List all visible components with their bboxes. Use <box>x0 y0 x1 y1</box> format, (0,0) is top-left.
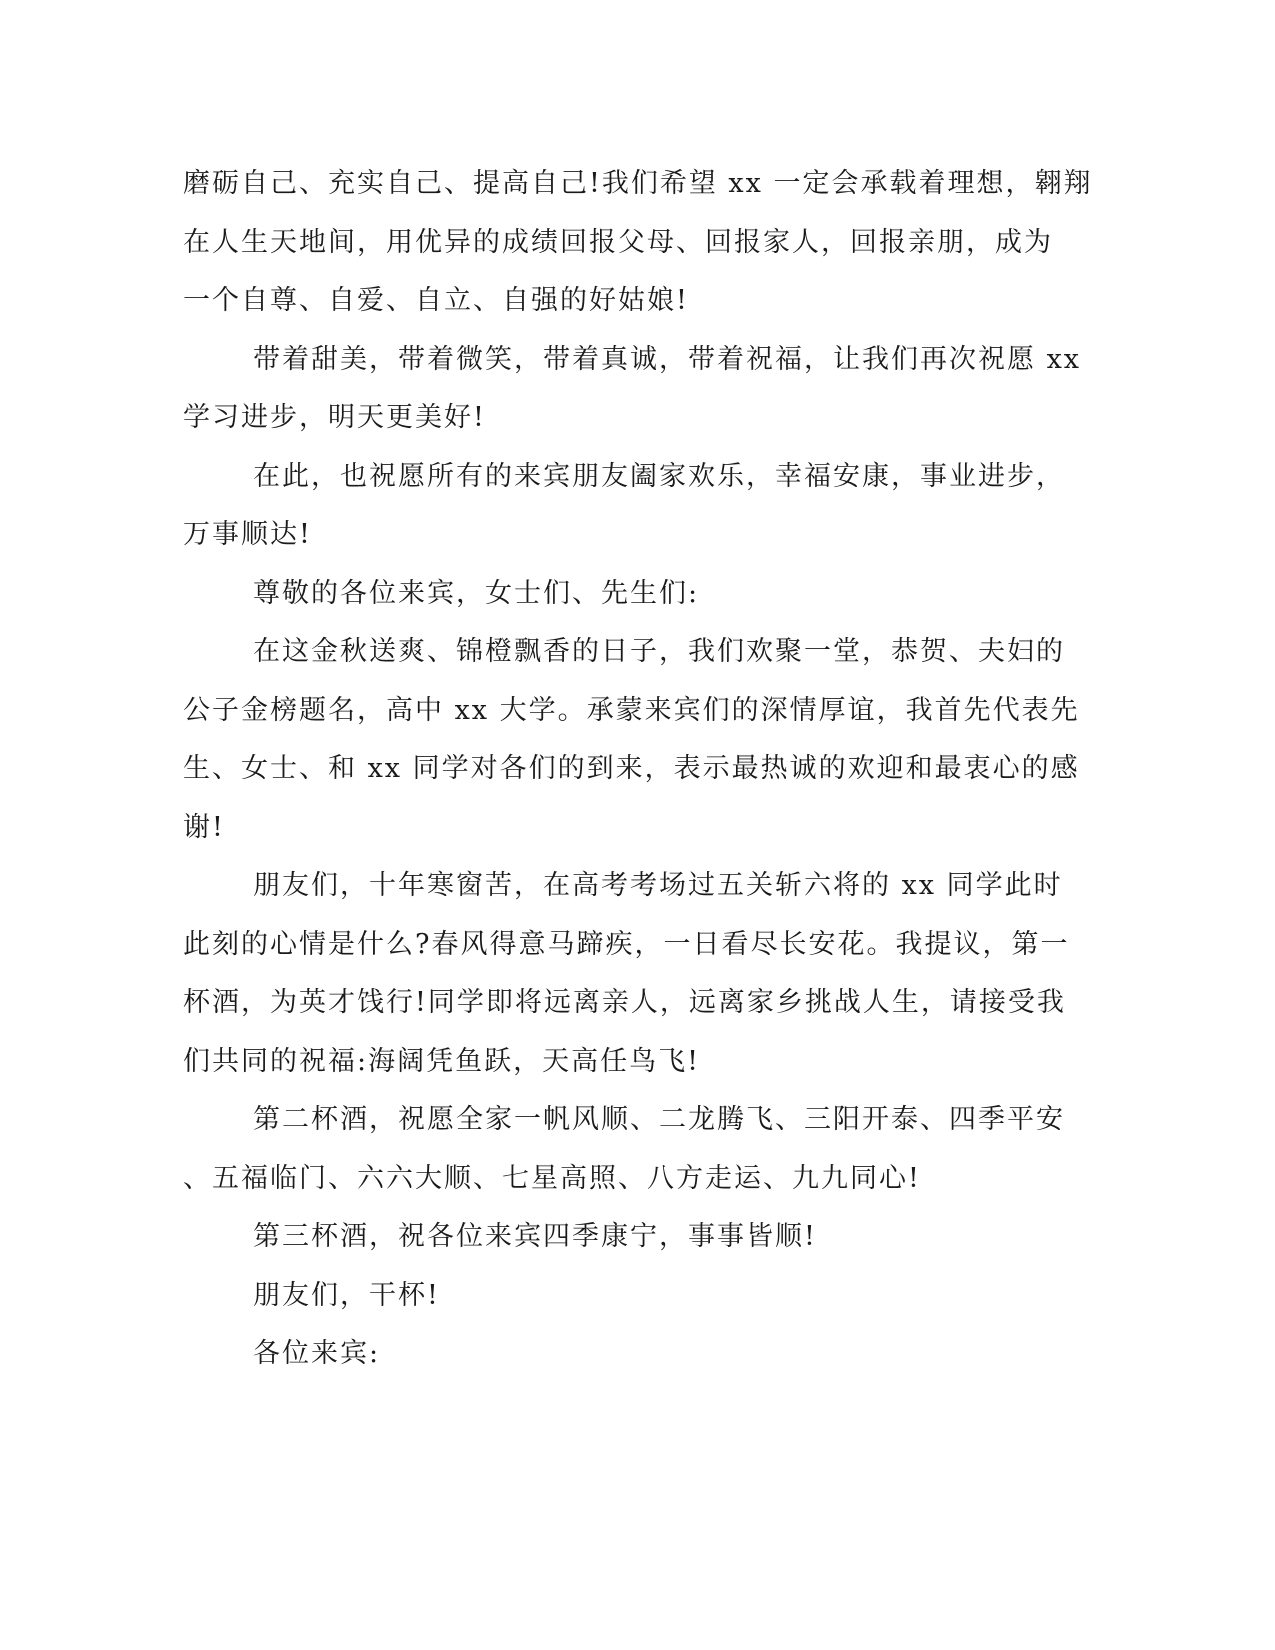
text-line: 万事顺达! <box>183 519 312 550</box>
text-line: 带着甜美，带着微笑，带着真诚，带着祝福，让我们再次祝愿 xx <box>253 343 1082 375</box>
text-line: 公子金榜题名，高中 xx 大学。承蒙来宾们的深情厚谊，我首先代表先 <box>183 694 1080 726</box>
text-line: 杯酒，为英才饯行!同学即将远离亲人，远离家乡挑战人生，请接受我 <box>183 987 1066 1018</box>
text-line: 朋友们，干杯! <box>253 1279 440 1311</box>
text-line: 尊敬的各位来宾，女士们、先生们: <box>253 577 700 609</box>
text-line: 朋友们，十年寒窗苦，在高考考场过五关斩六将的 xx 同学此时 <box>253 870 1063 901</box>
text-line: 一个自尊、自爱、自立、自强的好姑娘! <box>183 285 689 316</box>
text-line: 在这金秋送爽、锦橙飘香的日子，我们欢聚一堂，恭贺、夫妇的 <box>253 636 1065 667</box>
text-line: 在此，也祝愿所有的来宾朋友阖家欢乐，幸福安康，事业进步， <box>253 460 1065 492</box>
text-line: 们共同的祝福:海阔凭鱼跃，天高任鸟飞! <box>183 1045 700 1077</box>
text-line: 第二杯酒，祝愿全家一帆风顺、二龙腾飞、三阳开泰、四季平安 <box>253 1104 1065 1135</box>
text-line: 此刻的心情是什么?春风得意马蹄疾，一日看尽长安花。我提议，第一 <box>183 928 1070 960</box>
text-line: 第三杯酒，祝各位来宾四季康宁，事事皆顺! <box>253 1221 817 1252</box>
text-line: 谢! <box>183 811 225 843</box>
text-line: 在人生天地间，用优异的成绩回报父母、回报家人，回报亲朋，成为 <box>183 226 1053 258</box>
text-line: 生、女士、和 xx 同学对各们的到来，表示最热诚的欢迎和最衷心的感 <box>183 753 1080 784</box>
text-line: 、五福临门、六六大顺、七星高照、八方走运、九九同心! <box>183 1162 921 1194</box>
text-line: 学习进步，明天更美好! <box>183 402 486 433</box>
text-line: 各位来宾: <box>253 1338 381 1369</box>
document-body <box>183 155 1093 1384</box>
text-line: 磨砺自己、充实自己、提高自己!我们希望 xx 一定会承载着理想，翱翔 <box>183 168 1093 199</box>
